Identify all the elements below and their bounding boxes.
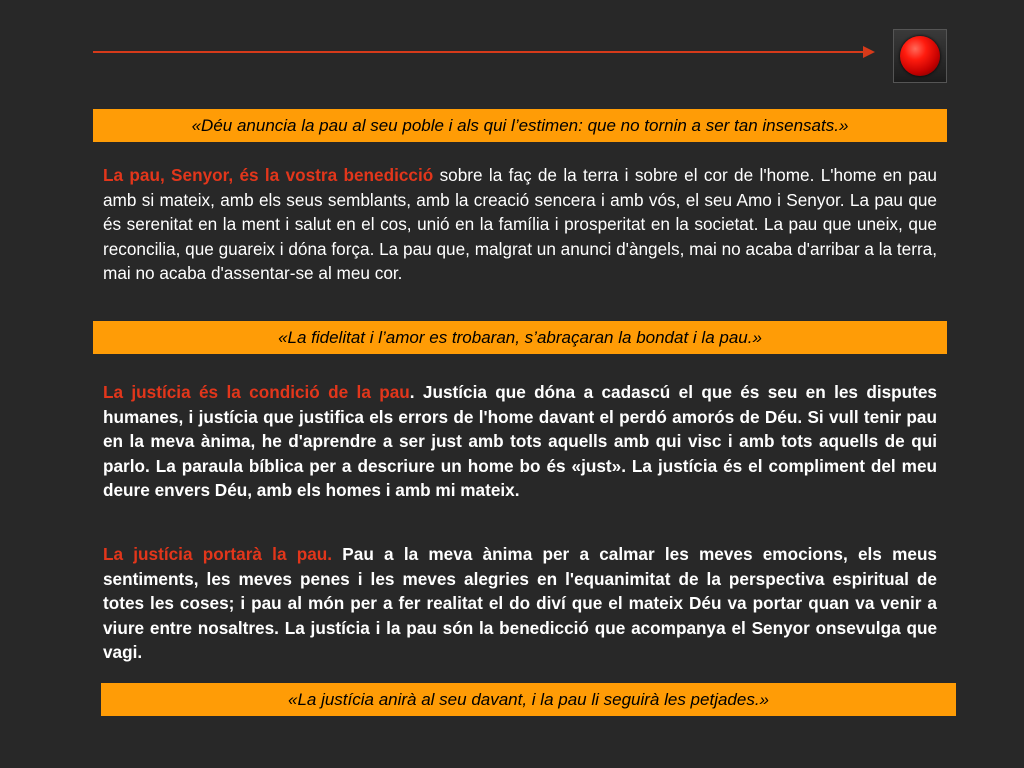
paragraph-2 bbox=[103, 380, 937, 503]
quote-banner-3: «La justícia anirà al seu davant, i la pau li seguirà les petjades.» bbox=[101, 683, 956, 716]
quote-banner-2: «La fidelitat i l’amor es trobaran, s’abraçaran la bondat i la pau.» bbox=[93, 321, 947, 354]
paragraph-1-lead: La pau, Senyor, és la vostra benedicció bbox=[103, 165, 434, 185]
paragraph-2-body: . Justícia que dóna a cadascú el que és seu en les disputes humanes, i justícia que justifica els errors de l'home davant el perdó amorós de Déu. Si vull tenir pau en la meva ànima, he d'aprendre a ser just amb tots aquells amb qui visc i amb tots aquells de qui parlo. La paraula bíblica per a descriure un home bo és «just». La justícia és el compliment del meu deure envers Déu, amb els homes i amb mi mateix. bbox=[103, 382, 937, 500]
paragraph-3-lead: La justícia portarà la pau. bbox=[103, 544, 333, 564]
record-button[interactable] bbox=[893, 29, 947, 83]
paragraph-1-body: sobre la faç de la terra i sobre el cor de l'home. L'home en pau amb si mateix, amb els seus semblants, amb la creació sencera i amb vós, el seu Amo i Senyor. La pau que és serenitat en la ment i salut en el cos, unió en la família i prosperitat en la societat. La pau que uneix, que reconcilia, que guareix i dóna força. La pau que, malgrat un anunci d'àngels, mai no acaba d'arribar a la terra, mai no acaba d'assentar-se al meu cor. bbox=[103, 165, 937, 283]
paragraph-3 bbox=[103, 542, 937, 665]
arrow-line bbox=[93, 51, 865, 53]
record-dot-icon bbox=[900, 36, 940, 76]
paragraph-1 bbox=[103, 163, 937, 286]
quote-banner-1: «Déu anuncia la pau al seu poble i als qui l’estimen: que no tornin a ser tan insensats.» bbox=[93, 109, 947, 142]
paragraph-3-body: Pau a la meva ànima per a calmar les meves emocions, els meus sentiments, les meves penes i les meves alegries en l'equanimitat de la perspectiva espiritual de totes les coses; i pau al món per a fer realitat el do diví que el mateix Déu va portar quan va venir a viure entre nosaltres. La justícia i la pau són la benedicció que acompanya el Senyor onsevulga que vagi. bbox=[103, 544, 937, 662]
paragraph-2-lead: La justícia és la condició de la pau bbox=[103, 382, 410, 402]
arrow-right-icon bbox=[863, 46, 875, 58]
